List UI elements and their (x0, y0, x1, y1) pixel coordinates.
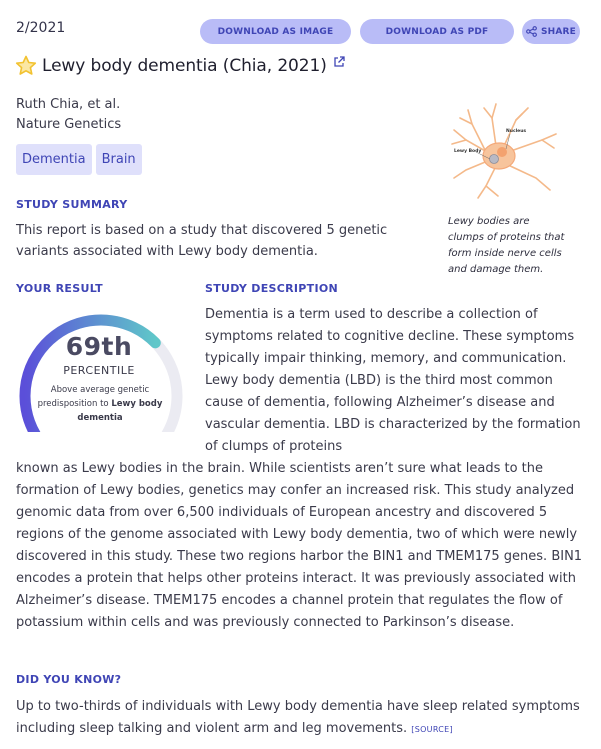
download-image-button[interactable]: DOWNLOAD AS IMAGE (200, 19, 351, 44)
did-you-know-text (16, 696, 591, 741)
percentile-label: PERCENTILE (63, 364, 135, 377)
tag-dementia[interactable]: Dementia (16, 144, 92, 175)
neuron-illustration (446, 100, 564, 200)
study-summary-heading: STUDY SUMMARY (16, 198, 128, 211)
author-name: Ruth Chia, et al. (16, 97, 121, 112)
study-summary-text: This report is based on a study that discovered 5 genetic variants associated with Lewy body dementia. (16, 223, 388, 259)
title-row (14, 54, 345, 78)
study-description-text: Dementia is a term used to describe a collection of symptoms related to cognitive decline. These symptoms typically impair thinking, memory, and communication. Lewy body dementia (LBD) is the third most common cause of dementia, following Alzheimer’s disease and vascular dementia. LBD is characterized by the formation of clumps of proteins (205, 307, 581, 454)
lewy-body-shape (490, 155, 499, 164)
percentile-description-text: Above average genetic predisposition to (37, 385, 150, 409)
study-description-continued: known as Lewy bodies in the brain. While scientists aren’t sure what leads to the formation of Lewy bodies, genetics may confer an increased risk. This study analyzed genomic data from over 6,500 individuals of European ancestry and discovered 5 regions of the genome associated with Lewy body dementia, two of which were newly discovered in this study. These two regions harbor the BIN1 and TMEM175 genes. BIN1 encodes a protein that helps other proteins interact. It was previously associated with Alzheimer’s disease. TMEM175 encodes a channel protein that regulates the flow of potassium within cells and was previously connected to Parkinson’s disease. (16, 461, 583, 630)
page-title: Lewy body dementia (Chia, 2021) (42, 56, 327, 76)
nucleus-label: Nucleus (506, 129, 527, 134)
source-link[interactable]: [SOURCE] (411, 725, 453, 734)
percentile-description-condition: Lewy body dementia (77, 399, 163, 423)
external-link-icon[interactable] (333, 56, 345, 68)
tag-brain[interactable]: Brain (96, 144, 142, 175)
download-pdf-button[interactable]: DOWNLOAD AS PDF (360, 19, 514, 44)
share-button[interactable] (522, 19, 580, 44)
star-icon[interactable] (14, 54, 38, 78)
nucleus-shape (497, 147, 507, 157)
your-result-heading: YOUR RESULT (16, 282, 103, 295)
did-you-know-heading: DID YOU KNOW? (16, 673, 122, 686)
journal-name: Nature Genetics (16, 117, 122, 132)
lewy-body-label: Lewy Body (454, 149, 482, 154)
share-icon (526, 26, 537, 37)
report-date: 2/2021 (16, 20, 66, 36)
did-you-know-body: Up to two-thirds of individuals with Lewy body dementia have sleep related symptoms including sleep talking and violent arm and leg movements. (16, 699, 580, 736)
percentile-value: 69th (65, 332, 133, 361)
tag-list (16, 144, 142, 175)
study-description-heading: STUDY DESCRIPTION (205, 282, 339, 295)
illustration-caption: Lewy bodies are clumps of proteins that form inside nerve cells and damage them. (448, 216, 565, 275)
share-label: SHARE (540, 26, 577, 37)
percentile-description (30, 383, 170, 425)
author-block (16, 95, 121, 135)
